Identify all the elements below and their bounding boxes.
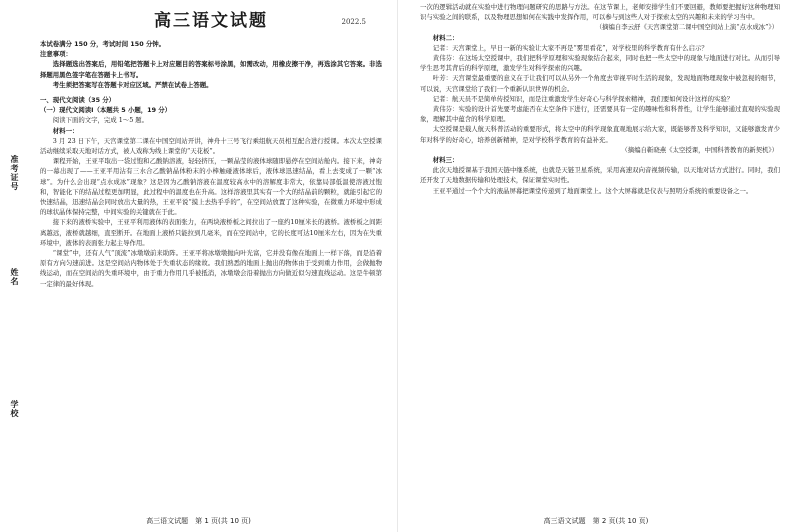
paragraph: 黄伟芬：实验的设计首先要考虑能否在太空条件下进行，还需要具有一定的趣味性和科普性，让学生能够通过直观的实验现象，理解其中蕴含的科学原理。 [420, 105, 780, 124]
paragraph: 3 月 23 日下午，天宫课堂第二课在中国空间站开讲，神舟十三号飞行乘组航天员相互配合进行授课。本次太空授课活动继续采取天地对话方式，被人戏称为线上课堂的“天花板”。 [40, 136, 382, 156]
gutter-school-label: 学校 [10, 400, 19, 418]
notice-item-2: 考生须把答案写在答题卡对应区域。严禁在试卷上答题。 [52, 80, 213, 89]
gutter-name-label: 姓名 [10, 268, 19, 286]
material-1-label: 材料一： [52, 126, 79, 135]
page-2-content [420, 2, 780, 196]
source-citation: （摘编自靳晓燕《太空授课，中国科普教育的新契机》） [621, 145, 778, 154]
notice-item-1: 选择题选出答案后，用铅笔把答题卡上对应题目的答案标号涂黑，如需改动，用橡皮擦干净，再选涂其它答案。非选择题用黑色签字笔在答题卡上书写。 [40, 60, 382, 79]
binding-gutter [0, 0, 26, 532]
paragraph: 记者：航天员不是简单传授知识，而是注重激发学生好奇心与科学探索精神，我们要如何设计这样的实验？ [432, 94, 734, 103]
paragraph: 一次的逻辑活动就在实验中进行物理问题研究的思路与方法。在这节课上，老师安排学生们不要回避，教师要把握好这种物理知识与实验之间的联系，以及物理思想如何在实践中发挥作用，可以参与到这些人对于探索太空的兴趣和未来的学习当中。 [420, 3, 780, 22]
exam-date: 2022.5 [341, 18, 366, 26]
source-citation: （摘编自李云舒《天宫课堂第二课中国空间站上演“点水成冰”》） [595, 23, 778, 32]
reading-instruction: 阅读下面的文字，完成 1～5 题。 [52, 116, 149, 125]
page-1-content [40, 8, 382, 289]
page-2-footer: 高三语文试题 第 2 页(共 10 页) [543, 517, 649, 525]
paragraph: 此次天地授课基于我国天链中继系统，也就是天链卫星系统，采用高速双向音视频传输，以天地对话方式进行。同时，我们还开发了天地数据传输和处理技术，保证课堂实时性。 [420, 166, 780, 185]
exam-title: 高三语文试题 [154, 11, 268, 31]
material-3-label: 材料三： [432, 156, 459, 165]
exam-info: 本试卷满分 150 分，考试时间 150 分钟。 [40, 40, 166, 48]
paragraph: 课程开始，王亚平取出一袋过饱和乙酸钠溶液，轻轻挤压，一颗晶莹的液体球随即悬停在空间站舱内。接下来，神奇的一幕出现了——王亚平用沾有三水合乙酸钠晶体粉末的小棒触碰液体球后，液体球迅速结晶，看上去变成了一颗“冰球”。为什么会出现“点水成冰”现象？这是因为乙酸钠溶液在温度较高水中的溶解度非常大，依靠局部低温使溶液过饱和，智能化下的结晶过程更加明显，此过程中的温度也在升高。这样溶液里其实有一个大的结晶前的颗粒，就能引起它的快速结晶，迅速结晶会同时放出大量的热，王亚平说“摸上去热乎乎的”，在空间站放置了这种实验，在微重力环境中形成的球状晶体保持完整，中间实验的关键就在于此。 [40, 157, 382, 217]
subsection-heading: （一）现代文阅读Ⅰ（本题共 5 小题，19 分） [40, 106, 172, 115]
paragraph: 记者：天宫课堂上，早日一新的实验让大家不再是“雾里看花”，对学校里的科学教育有什么启示？ [432, 43, 708, 52]
section-heading: 一、现代文阅读（35 分） [40, 96, 116, 105]
gutter-exam-no-label: 准考证号 [10, 155, 19, 191]
page-1-footer: 高三语文试题 第 1 页(共 10 页) [146, 517, 251, 525]
paragraph: 太空授课是载人航天科普活动的重要形式，将太空中的科学现象直观地展示给大家，既能够普及科学知识，又能够激发青少年对科学的好奇心，培养创新精神，是对学校科学教育的有益补充。 [420, 125, 780, 144]
paragraph: 接下来的液桥实验中，王亚平利用液体的表面张力，在两块液桥板之间拉出了一座约10厘米长的液桥。液桥板之间距离越远，液桥就越细，直至断开。在地面上液桥只能拉到几毫米，而在空间站中，它的长度可达10厘米左右，因为在失重环境中，液体的表面张力起主导作用。 [40, 218, 382, 247]
paragraph: 叶芳：天宫课堂最重要的意义在于让我们可以从另外一个角度去审视平时生活的现象，发现地面物理现象中被忽视的细节，可以说，天宫课堂给了我们一个重新认识世界的机会。 [420, 74, 780, 93]
paragraph: “课堂”中，还有人气“顶流”冰墩墩前来助阵。王亚平将冰墩墩抛向叶光富，它并没有像在地面上一样下落，而是沿着原有方向匀速前进。这是空间站内物体处于失重状态的缘故。我们熟悉的地面上抛出的物体由于受到重力作用，会做抛物线运动，而在空间站的失重环境中，由于重力作用几乎被抵消，冰墩墩会沿着抛出方向做近似匀速直线运动。这是牛顿第一定律的最好体现。 [40, 249, 382, 288]
notice-title: 注意事项： [40, 50, 72, 59]
paragraph: 黄伟芬：在这场太空授课中，我们把科学原理和实验现象结合起来，同时也把一些太空中的现象与地面进行对比。从而引导学生思考其背后的科学原理，激发学生对科学探索的兴趣。 [420, 54, 780, 73]
page-2 [397, 0, 794, 532]
paragraph: 王亚平通过一个个大的液晶屏幕把课堂传递到了地面课堂上。这个大屏幕就是仪表与照明分系统的重要设备之一。 [432, 186, 753, 195]
title-row [40, 8, 382, 34]
material-2-label: 材料二： [432, 33, 459, 42]
